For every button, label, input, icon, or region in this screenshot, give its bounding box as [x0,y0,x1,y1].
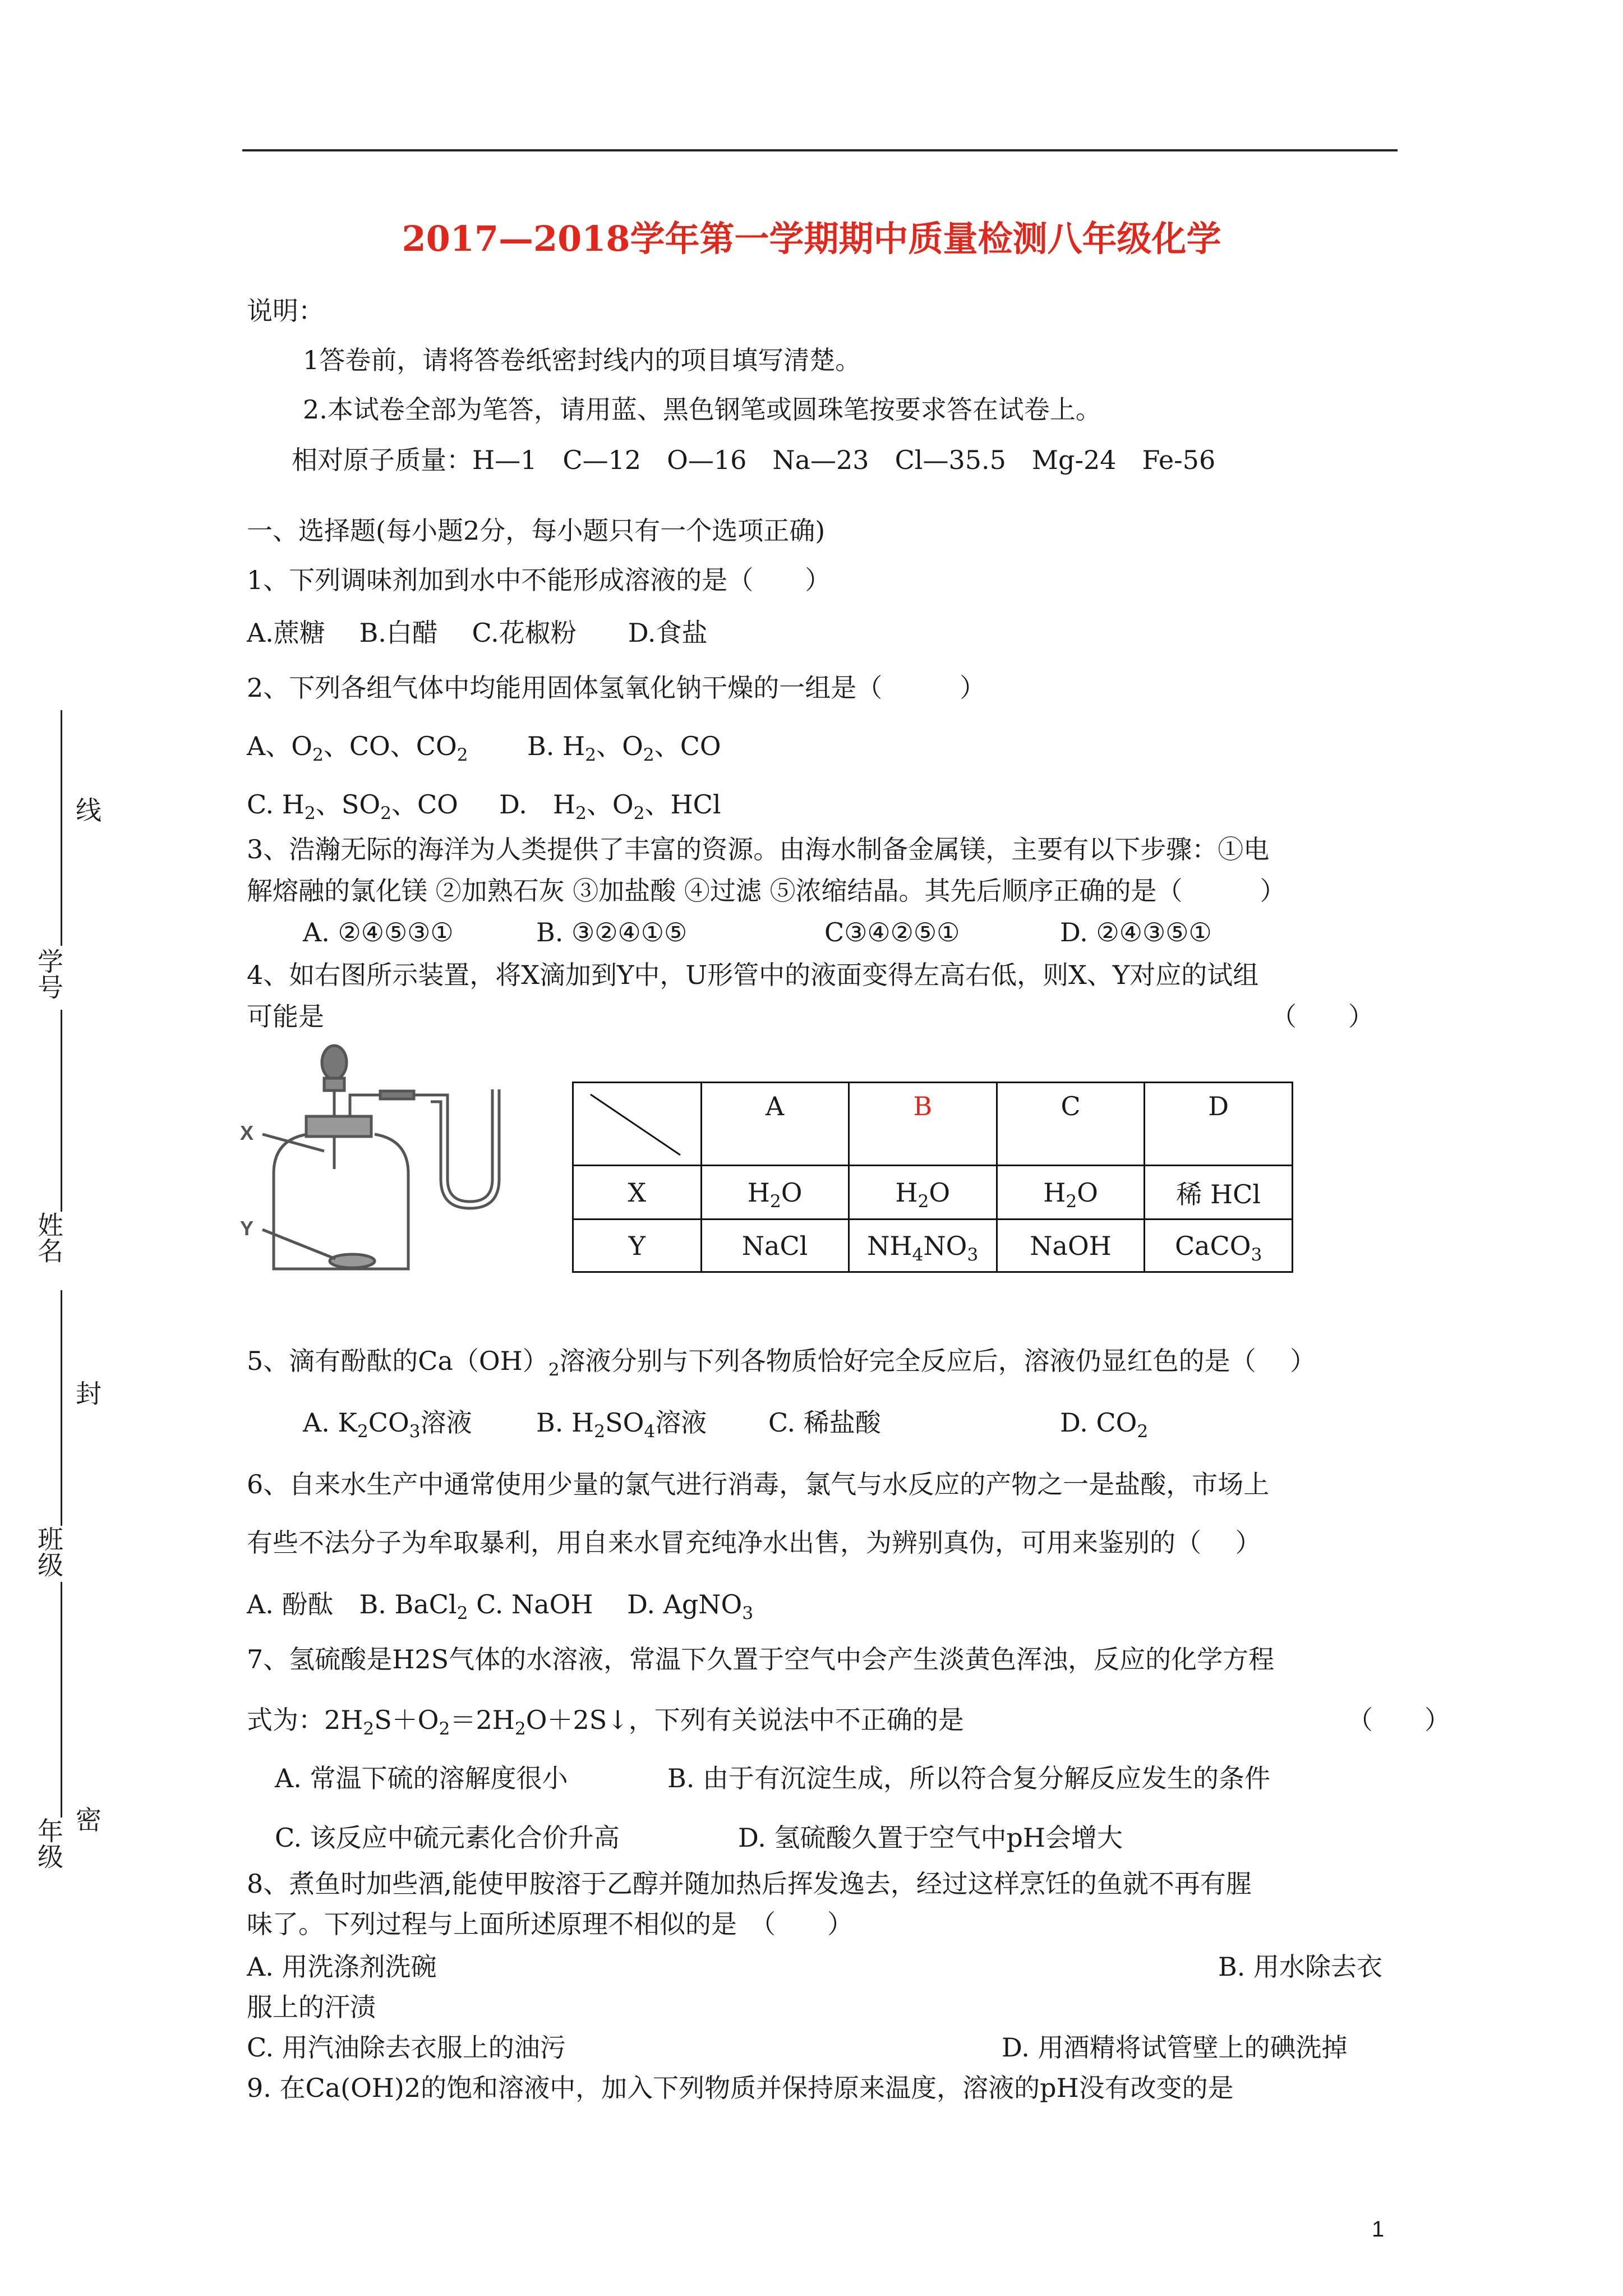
margin-line-4 [61,1582,62,1818]
question-8-option-a: A. 用洗涤剂洗碗 [247,1952,437,1982]
question-8-option-d: D. 用酒精将试管壁上的碘洗掉 [1002,2032,1348,2063]
margin-line-1 [61,710,62,946]
label-x: X [240,1121,254,1144]
question-6-line-1: 6、自来水生产中通常使用少量的氯气进行消毒，氯气与水反应的产物之一是盐酸，市场上 [247,1469,1270,1499]
options-table [572,1082,1293,1273]
instruction-item-2: 2.本试卷全部为笔答，请用蓝、黑色钢笔或圆珠笔按要求答在试卷上。 [303,394,1101,425]
question-8-option-b-part-2: 服上的汗渍 [247,1992,376,2022]
diagonal-line [574,1083,702,1166]
header-b: B [849,1083,997,1166]
question-1-stem: 1、下列调味剂加到水中不能形成溶液的是（ ） [247,565,831,595]
row-x-label: X [573,1166,702,1220]
cell-x-a: $H_2O$ [701,1166,849,1220]
cell-x-b: $H_2O$ [849,1166,997,1220]
question-8-option-b-part-1: B. 用水除去衣 [1218,1952,1383,1982]
stopper [306,1116,371,1137]
instruction-item-1: 1答卷前，请将答卷纸密封线内的项目填写清楚。 [303,345,861,375]
margin-line-2 [61,1010,62,1212]
question-8-option-c: C. 用汽油除去衣服上的油污 [247,2032,566,2063]
margin-banji: 班级 [34,1526,64,1577]
question-6-options: A. 酚酞 B. BaCl$_2$ C. NaOH D. AgNO$_3$ [247,1589,754,1624]
question-7-option-d: D. 氢硫酸久置于空气中pH会增大 [738,1823,1123,1853]
margin-feng: 封 [72,1380,102,1406]
question-3-option-a: A. ②④⑤③① [303,917,454,947]
question-5-option-b: B. $H_2SO_4$溶液 [536,1407,707,1442]
question-3-line-2: 解熔融的氯化镁 ②加熟石灰 ③加盐酸 ④过滤 ⑤浓缩结晶。其先后顺序正确的是（ ） [247,876,1286,906]
label-y: Y [240,1217,254,1240]
question-8-line-1: 8、煮鱼时加些酒,能使甲胺溶于乙醇并随加热后挥发逸去，经过这样烹饪的鱼就不再有腥 [247,1869,1252,1899]
cell-x-d: 稀 HCl [1145,1166,1293,1220]
table-corner-cell [573,1083,702,1166]
question-2-stem: 2、下列各组气体中均能用固体氢氧化钠干燥的一组是（ ） [247,673,986,703]
question-7-line-1: 7、氢硫酸是H2S气体的水溶液，常温下久置于空气中会产生淡黄色浑浊，反应的化学方程 [247,1644,1275,1674]
question-2-option-d: D. $H_2$、$O_2$、HCl [499,789,721,824]
question-6-line-2: 有些不法分子为牟取暴利，用自来水冒充纯净水出售，为辨别真伪，可用来鉴别的（ ） [247,1527,1261,1558]
cell-x-c: $H_2O$ [997,1166,1145,1220]
margin-xuehao: 学号 [34,948,64,1000]
cell-y-d: CaCO$_3$ [1145,1220,1293,1272]
question-7-option-c: C. 该反应中硫元素化合价升高 [275,1823,620,1853]
atomic-mass-line: 相对原子质量：H—1 C—12 O—16 Na—23 Cl—35.5 Mg-24 Fe-56 [292,445,1216,475]
header-rule [242,149,1398,151]
question-1-options: A.蔗糖 B.白醋 C.花椒粉 D.食盐 [247,618,708,648]
question-5-option-a: A. $K_2CO_3$溶液 [303,1407,472,1442]
question-7-option-a: A. 常温下硫的溶解度很小 [275,1763,568,1793]
question-7-option-b: B. 由于有沉淀生成，所以符合复分解反应发生的条件 [667,1763,1271,1793]
question-4-line-1: 4、如右图所示装置，将X滴加到Y中，U形管中的液面变得左高右低，则X、Y对应的试组 [247,960,1259,990]
question-7-paren: （ ） [1347,1705,1450,1735]
question-3-line-1: 3、浩瀚无际的海洋为人类提供了丰富的资源。由海水制备金属镁，主要有以下步骤：①电 [247,834,1270,864]
dropper-bulb [322,1046,347,1079]
question-4-paren: （ ） [1271,1001,1374,1032]
header-c: C [997,1083,1145,1166]
margin-line-3 [61,1290,62,1526]
bottle [274,1134,408,1269]
question-4-line-2: 可能是 [247,1001,324,1032]
page-number: 1 [1372,2217,1385,2242]
margin-xingming: 姓名 [34,1212,64,1263]
cell-y-b: $NH_4NO_3$ [849,1220,997,1272]
question-8-line-2: 味了。下列过程与上面所述原理不相似的是 （ ） [247,1909,853,1939]
dropper-collar [324,1078,344,1091]
question-7-line-2: 式为：$2H_2S+O_2=2H_2O+2S↓$，下列有关说法中不正确的是 [247,1705,964,1740]
question-5-option-d: D. $CO_2$ [1060,1407,1149,1442]
section-heading: 一、选择题(每小题2分，每小题只有一个选项正确) [247,516,826,546]
apparatus-figure [240,1039,554,1280]
question-2-option-a: A、$O_2$、CO、$CO_2$ [247,731,468,766]
question-3-option-b: B. ③②④①⑤ [536,917,688,947]
question-3-option-d: D. ②④③⑤① [1060,917,1212,947]
exam-title: 2017—2018学年第一学期期中质量检测八年级化学 [402,218,1221,259]
row-y-label: Y [573,1220,702,1272]
question-2-option-c: C. $H_2$、$SO_2$、CO [247,789,458,824]
question-5-option-c: C. 稀盐酸 [768,1407,881,1438]
question-2-option-b: B. $H_2$、$O_2$、CO [527,731,721,766]
rubber-joint [380,1091,414,1099]
question-5-stem: 5、滴有酚酞的$Ca(OH)_2$溶液分别与下列各物质恰好完全反应后，溶液仍显红色的是（ ） [247,1346,1316,1381]
cell-y-a: NaCl [701,1220,849,1272]
solid-y [330,1254,375,1268]
cell-y-c: NaOH [997,1220,1145,1272]
margin-nianji: 年级 [34,1818,64,1869]
question-9-line-1: 9. 在Ca(OH)2的饱和溶液中，加入下列物质并保持原来温度，溶液的pH没有改变的是 [247,2073,1234,2103]
margin-xian: 线 [72,797,102,822]
question-3-option-c: C③④②⑤① [824,917,960,947]
margin-mi: 密 [72,1806,102,1832]
header-d: D [1145,1083,1293,1166]
header-a: A [701,1083,849,1166]
instructions-label: 说明： [247,296,324,326]
